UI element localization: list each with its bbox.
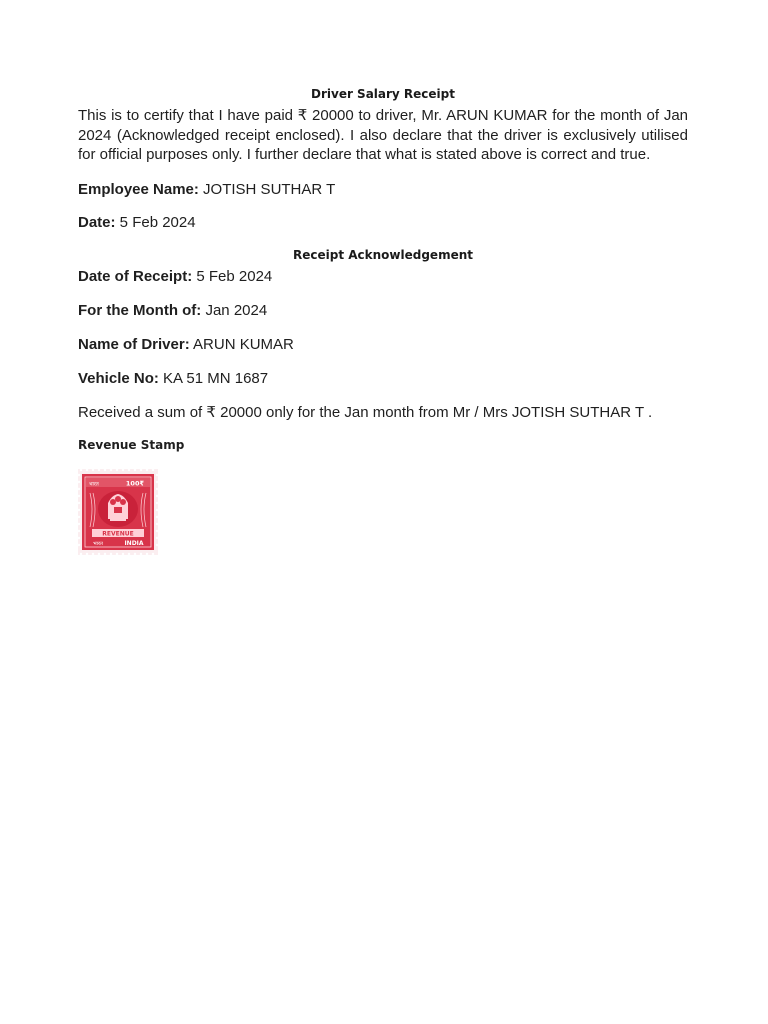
date-of-receipt-row [78, 267, 688, 286]
month-label: For the Month of: [78, 301, 202, 319]
svg-text:100₹: 100₹ [125, 479, 144, 487]
receipt-title: Driver Salary Receipt [311, 87, 455, 101]
vehicle-no-value: KA 51 MN 1687 [158, 369, 269, 387]
date-of-receipt-label: Date of Receipt: [78, 267, 193, 285]
date-label: Date: [78, 213, 116, 231]
receipt-document [78, 86, 688, 555]
date-row [78, 213, 688, 232]
revenue-stamp-icon [78, 469, 158, 555]
employee-name-row [78, 180, 688, 199]
month-row [78, 301, 688, 320]
svg-text:INDIA: INDIA [124, 539, 144, 547]
date-value: 5 Feb 2024 [115, 213, 196, 231]
driver-name-label: Name of Driver: [78, 335, 190, 353]
svg-text:भारत: भारत [93, 540, 103, 547]
svg-text:भारत: भारत [89, 481, 99, 487]
certification-paragraph: This is to certify that I have paid ₹ 20000 to driver, Mr. ARUN KUMAR for the month of Jan 2024 (Acknowledged receipt enclosed). I also declare that the driver is exclusively utilised for official purposes only. I further declare that what is stated above is correct and true. [78, 107, 688, 163]
driver-name-row [78, 335, 688, 354]
employee-name-value: JOTISH SUTHAR T [198, 180, 336, 198]
vehicle-no-row [78, 369, 688, 388]
date-of-receipt-value: 5 Feb 2024 [192, 267, 273, 285]
received-statement: Received a sum of ₹ 20000 only for the Jan month from Mr / Mrs JOTISH SUTHAR T . [78, 403, 653, 421]
vehicle-no-label: Vehicle No: [78, 369, 159, 387]
driver-name-value: ARUN KUMAR [189, 335, 294, 353]
revenue-stamp-label: Revenue Stamp [78, 437, 185, 452]
employee-name-label: Employee Name: [78, 180, 199, 198]
month-value: Jan 2024 [201, 301, 268, 319]
svg-text:REVENUE: REVENUE [102, 530, 134, 537]
revenue-stamp-image [78, 469, 158, 555]
acknowledgement-title: Receipt Acknowledgement [293, 247, 473, 262]
